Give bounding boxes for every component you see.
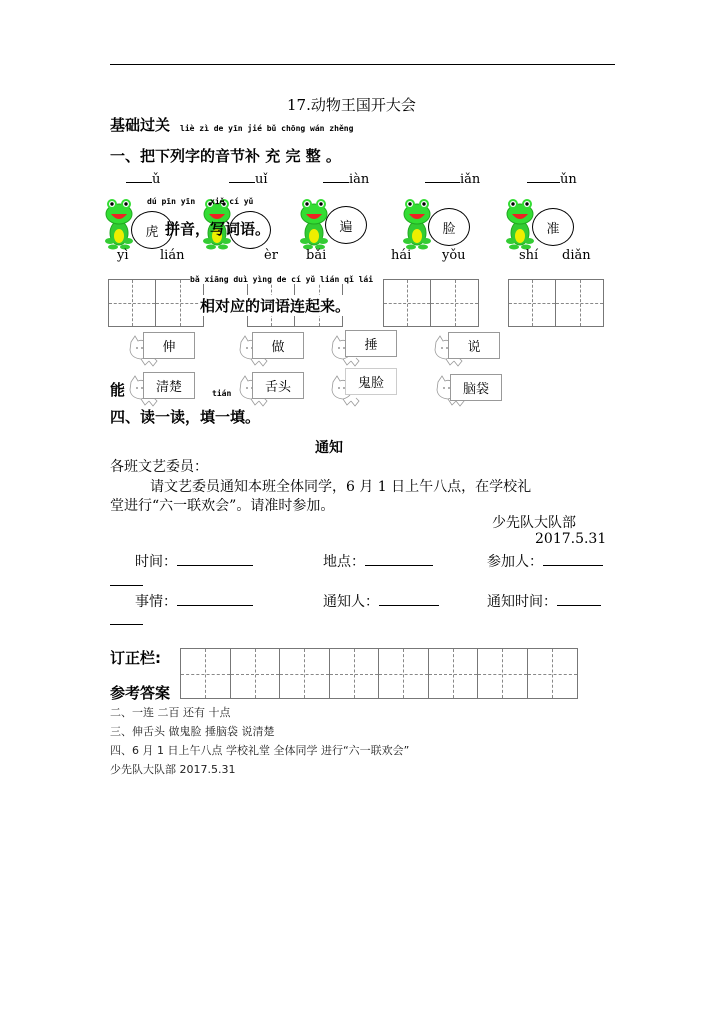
match-card[interactable]: 鬼脸 (345, 368, 397, 395)
q2-pinyin: diǎn (562, 248, 591, 263)
answer-line: 少先队大队部 2017.5.31 (110, 763, 236, 776)
field-notifier[interactable]: 通知人： (323, 591, 439, 611)
match-card[interactable]: 伸 (143, 332, 195, 359)
pinyin-q1: liè zì de yīn jié bǔ chōng wán zhěng (180, 124, 354, 133)
q2-pinyin: yǒu (442, 248, 466, 263)
field-continuation (110, 585, 143, 586)
match-card[interactable]: 脑袋 (450, 374, 502, 401)
correction-label: 订正栏: (110, 649, 161, 667)
frog-char-5: 准 (532, 208, 574, 246)
field-continuation (110, 624, 143, 625)
notice-greeting: 各班文艺委员： (110, 459, 208, 475)
q2-pinyin: lián (160, 248, 185, 263)
section-basic: 基础过关 (110, 116, 171, 134)
answer-line: 四、6 月 1 日上午八点 学校礼堂 全体同学 进行“六一联欢会” (110, 744, 410, 757)
q2-pinyin: hái (391, 248, 412, 263)
writing-grid-4[interactable] (508, 279, 604, 327)
notice-signer: 少先队大队部 (492, 515, 576, 531)
q3-heading: 相对应的词语连起来。 (200, 297, 351, 315)
answer-line: 三、伸舌头 做鬼脸 捶脑袋 说清楚 (110, 725, 275, 738)
writing-grid-1[interactable] (108, 279, 204, 327)
q2-pinyin: bǎi (306, 248, 327, 263)
q1-blank-5[interactable]: ǔn (527, 172, 577, 187)
pinyin-q3: bǎ xiāng duì yìng de cí yǔ lián qǐ lái (190, 275, 374, 284)
answers-label: 参考答案 (110, 684, 171, 702)
q1-blank-4[interactable]: iǎn (425, 172, 480, 187)
field-time[interactable]: 时间： (135, 551, 253, 571)
q2-pinyin: yì (117, 248, 129, 263)
match-card[interactable]: 说 (448, 332, 500, 359)
q1-blank-1[interactable]: ǔ (126, 172, 160, 187)
notice-body-1: 请文艺委员通知本班全体同学，6 月 1 日上午八点，在学校礼 (150, 479, 532, 495)
q1-blank-2[interactable]: uǐ (229, 172, 268, 187)
q3-neng: 能 (110, 381, 126, 399)
notice-body-2: 堂进行“六一联欢会”。请准时参加。 (110, 498, 335, 514)
frog-icon (105, 193, 135, 251)
q3-tian: tián (212, 389, 232, 398)
frog-char-4: 脸 (428, 208, 470, 246)
match-card[interactable]: 舌头 (252, 372, 304, 399)
notice-date: 2017.5.31 (535, 531, 607, 547)
field-notice-time[interactable]: 通知时间： (487, 591, 601, 611)
match-card[interactable]: 做 (252, 332, 304, 359)
pinyin-q2b: xiě cí yǔ (210, 197, 254, 206)
page-title: 17.动物王国开大会 (287, 96, 416, 114)
field-event[interactable]: 事情： (135, 591, 253, 611)
q1-heading: 一、把下列字的音节补 充 完 整 。 (110, 147, 341, 165)
frog-char-3: 遍 (325, 206, 367, 244)
writing-grid-3[interactable] (383, 279, 479, 327)
notice-title: 通知 (315, 440, 343, 456)
pinyin-q2a: dú pīn yīn (147, 197, 196, 206)
match-card[interactable]: 捶 (345, 330, 397, 357)
field-participants[interactable]: 参加人： (487, 551, 603, 571)
q2-pinyin: shí (519, 248, 539, 263)
answer-line: 二、一连 二百 还有 十点 (110, 706, 231, 719)
correction-grid[interactable] (180, 648, 578, 699)
match-card[interactable]: 清楚 (143, 372, 195, 399)
q2-heading: 拼音，写词语。 (165, 220, 271, 238)
q1-blank-3[interactable]: iàn (323, 172, 369, 187)
q2-pinyin: èr (264, 248, 278, 263)
q4-heading: 四、读一读，填一填。 (110, 408, 261, 426)
field-place[interactable]: 地点： (323, 551, 433, 571)
header-rule (110, 64, 615, 65)
frog-char-1: 虎 (131, 211, 173, 249)
